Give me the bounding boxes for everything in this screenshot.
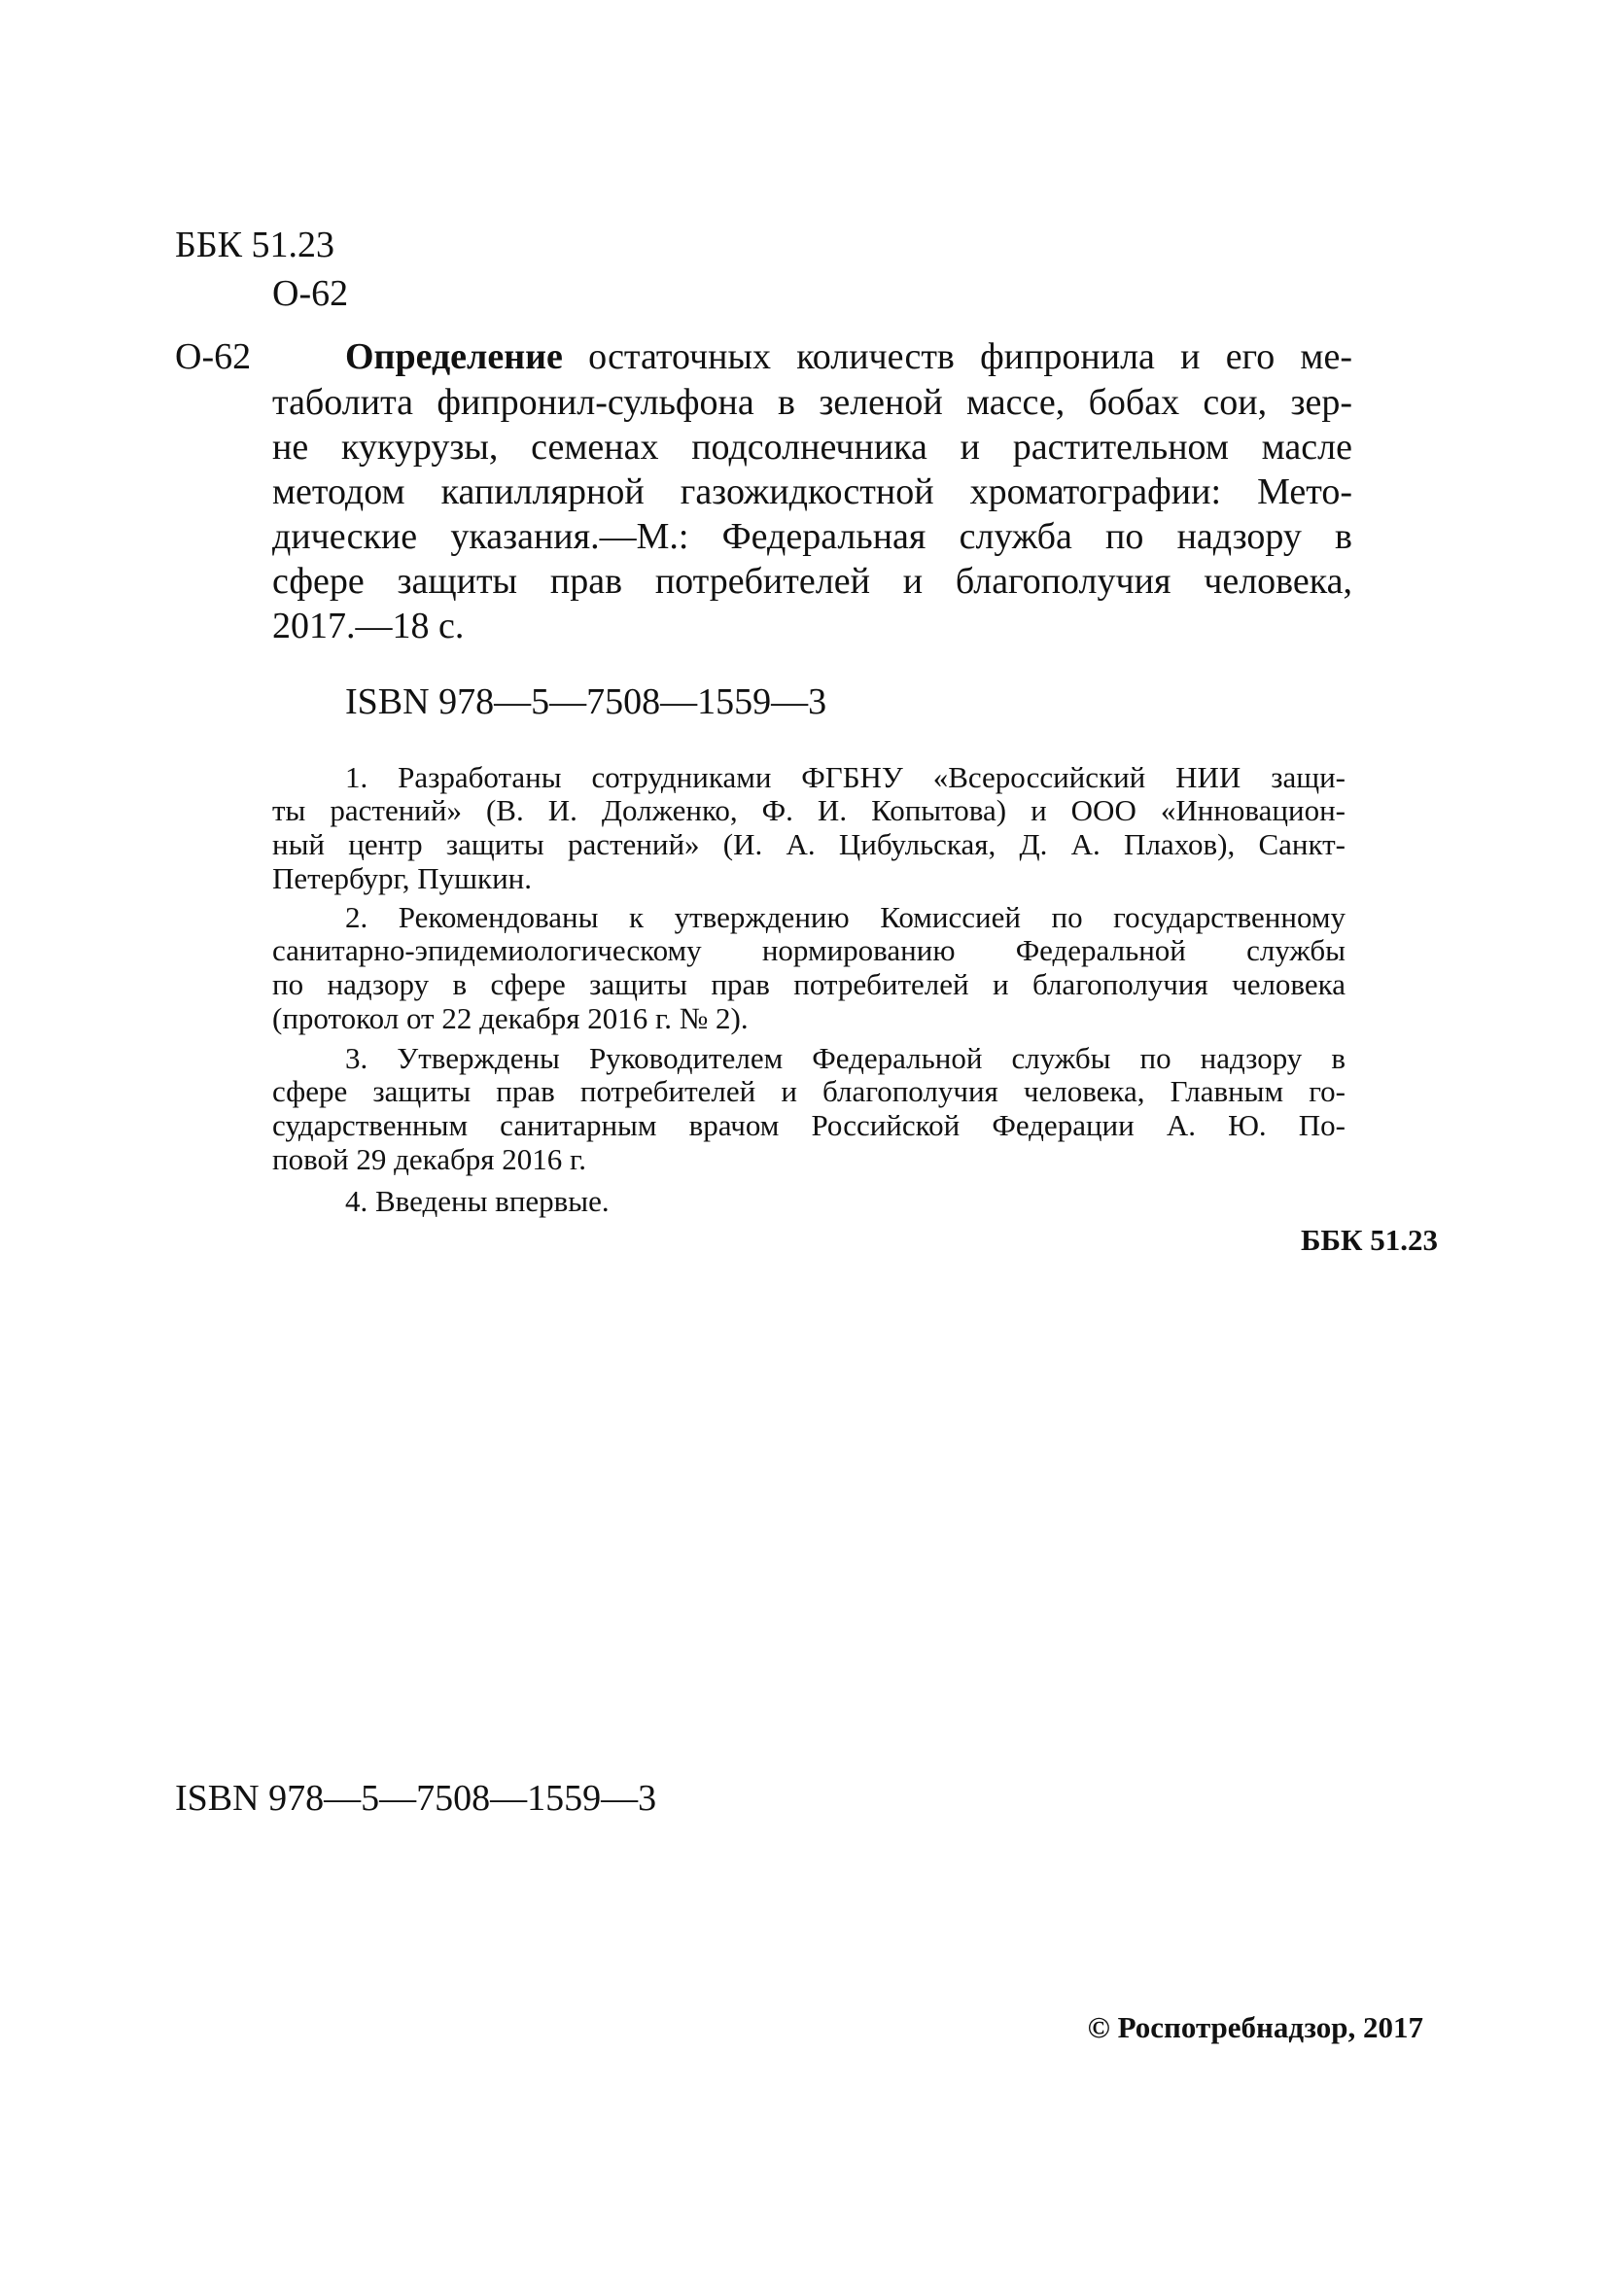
note-2-line-2: санитарно-эпидемиологическому нормированию Федеральной службы [272, 933, 1346, 967]
entry-mark: О-62 [175, 336, 252, 377]
entry-line-2: таболита фипронил-сульфона в зеленой массе, бобах сои, зер- [272, 382, 1352, 423]
author-mark: О-62 [272, 273, 349, 314]
note-1-line-3: ный центр защиты растений» (И. А. Цибульская, Д. А. Плахов), Санкт- [272, 827, 1346, 861]
note-1-line-2: ты растений» (В. И. Долженко, Ф. И. Копытова) и ООО «Инновацион- [272, 793, 1346, 827]
isbn-top: ISBN 978—5—7508—1559—3 [345, 681, 827, 722]
entry-line-7: 2017.—18 с. [272, 606, 465, 646]
isbn-bottom: ISBN 978—5—7508—1559—3 [175, 1778, 657, 1819]
entry-line-4: методом капиллярной газожидкостной хроматографии: Мето- [272, 471, 1352, 512]
bbk-code: ББК 51.23 [175, 225, 334, 265]
note-1-line-1: 1. Разработаны сотрудниками ФГБНУ «Всероссийский НИИ защи- [345, 760, 1346, 794]
note-3-line-4: повой 29 декабря 2016 г. [272, 1142, 586, 1176]
entry-line-1 [345, 335, 1352, 378]
note-3-line-2: сфере защиты прав потребителей и благополучия человека, Главным го- [272, 1074, 1346, 1108]
entry-line-3: не кукурузы, семенах подсолнечника и растительном масле [272, 427, 1352, 468]
note-2-line-3: по надзору в сфере защиты прав потребителей и благополучия человека [272, 967, 1346, 1001]
note-3-line-3: сударственным санитарным врачом Российской Федерации А. Ю. По- [272, 1108, 1346, 1142]
note-3-line-1: 3. Утверждены Руководителем Федеральной службы по надзору в [345, 1041, 1346, 1075]
entry-title-rest: остаточных количеств фипронила и его ме- [562, 336, 1352, 377]
entry-line-6: сфере защиты прав потребителей и благополучия человека, [272, 561, 1352, 602]
note-4: 4. Введены впервые. [345, 1184, 610, 1218]
bbk-right: ББК 51.23 [1301, 1223, 1438, 1257]
note-2-line-1: 2. Рекомендованы к утверждению Комиссией по государственному [345, 900, 1346, 934]
note-1-line-4: Петербург, Пушкин. [272, 861, 533, 895]
note-2-line-4: (протокол от 22 декабря 2016 г. № 2). [272, 1001, 749, 1035]
entry-title-word: Определение [345, 336, 563, 377]
entry-line-5: дические указания.—М.: Федеральная служба по надзору в [272, 516, 1352, 557]
copyright: © Роспотребнадзор, 2017 [1087, 2010, 1423, 2044]
